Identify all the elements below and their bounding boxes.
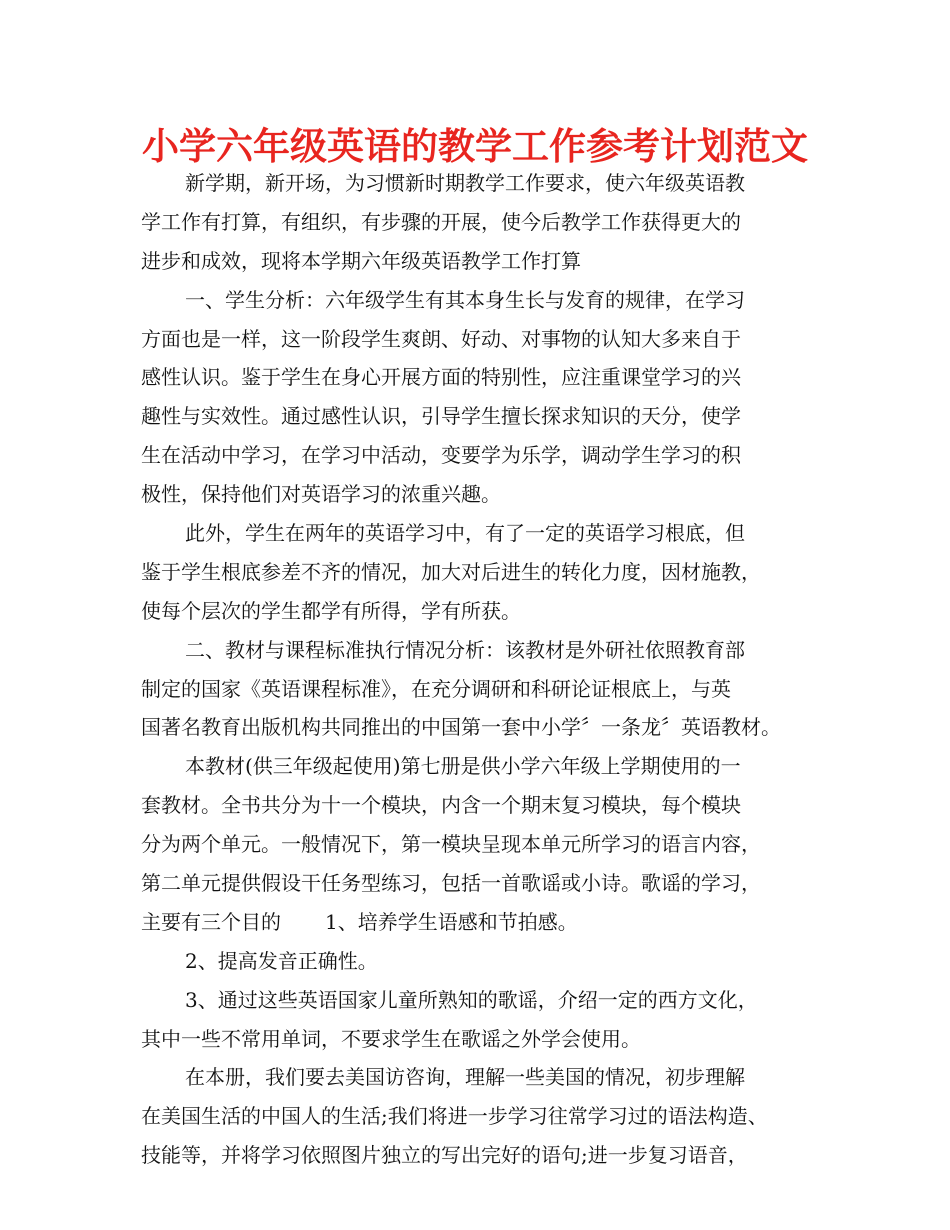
text-line-with-goal (141, 903, 821, 942)
text-line: 分为两个单元。一般情况下，第一模块呈现本单元所学习的语言内容， (141, 832, 761, 857)
text-line: 进步和成效，现将本学期六年级英语教学工作打算 (141, 248, 581, 273)
text-line: 制定的国家《英语课程标准》，在充分调研和科研论证根底上，与英 (141, 676, 731, 701)
text-segment: 主要有三个目的 (141, 909, 281, 934)
paragraph-additionally (141, 514, 821, 631)
text-line: 使每个层次的学生都学有所得，学有所获。 (141, 598, 521, 623)
text-line: 此外，学生在两年的英语学习中，有了一定的英语学习根底，但 (185, 521, 745, 546)
paragraph-textbook-structure (141, 747, 821, 941)
text-line: 感性认识。鉴于学生在身心开展方面的特别性，应注重课堂学习的兴 (141, 365, 741, 390)
text-line: 方面也是一样，这一阶段学生爽朗、好动、对事物的认知大多来自于 (141, 326, 741, 351)
text-line: 生在活动中学习，在学习中活动，变要学为乐学，调动学生学习的积 (141, 443, 741, 468)
text-line: 2、提高发音正确性。 (185, 948, 378, 973)
paragraph-this-volume (141, 1058, 821, 1175)
paragraph-textbook-analysis (141, 631, 821, 748)
text-line: 新学期，新开场，为习惯新时期教学工作要求，使六年级英语教 (185, 171, 745, 195)
paragraph-student-analysis (141, 281, 821, 514)
paragraph-goal-3 (141, 981, 821, 1059)
text-line: 在本册，我们要去美国访咨询，理解一些美国的情况，初步理解 (185, 1065, 745, 1090)
paragraph-intro (141, 164, 821, 281)
text-line: 其中一些不常用单词，不要求学生在歌谣之外学会使用。 (141, 1026, 641, 1051)
text-line: 鉴于学生根底参差不齐的情况，加大对后进生的转化力度，因材施教， (141, 559, 761, 584)
text-line: 本教材(供三年级起使用)第七册是供小学六年级上学期使用的一 (185, 754, 741, 779)
text-line: 学工作有打算，有组织，有步骤的开展，使今后教学工作获得更大的 (141, 209, 741, 234)
text-line: 国著名教育出版机构共同推出的中国第一套中小学〞一条龙〞英语教材。 (141, 715, 781, 740)
text-line: 极性，保持他们对英语学习的浓重兴趣。 (141, 482, 501, 507)
document-body (141, 164, 821, 1175)
text-line: 在美国生活的中国人的生活;我们将进一步学习往常学习过的语法构造、 (141, 1104, 768, 1129)
text-line: 套教材。全书共分为十一个模块，内含一个期末复习模块，每个模块 (141, 793, 741, 818)
text-line: 二、教材与课程标准执行情况分析：该教材是外研社依照教育部 (185, 637, 745, 662)
text-line: 第二单元提供假设干任务型练习，包括一首歌谣或小诗。歌谣的学习， (141, 871, 761, 896)
document-title: 小学六年级英语的教学工作参考计划范文 (142, 125, 808, 168)
paragraph-goal-2 (141, 942, 821, 981)
text-line: 趣性与实效性。通过感性认识，引导学生擅长探求知识的天分，使学 (141, 404, 741, 429)
text-line: 一、学生分析：六年级学生有其本身生长与发育的规律，在学习 (185, 287, 745, 312)
text-line: 技能等，并将学习依照图片独立的写出完好的语句;进一步复习语音， (141, 1143, 748, 1168)
text-line: 3、通过这些英语国家儿童所熟知的歌谣，介绍一定的西方文化， (185, 987, 758, 1012)
text-segment: 1、培养学生语感和节拍感。 (325, 909, 578, 934)
